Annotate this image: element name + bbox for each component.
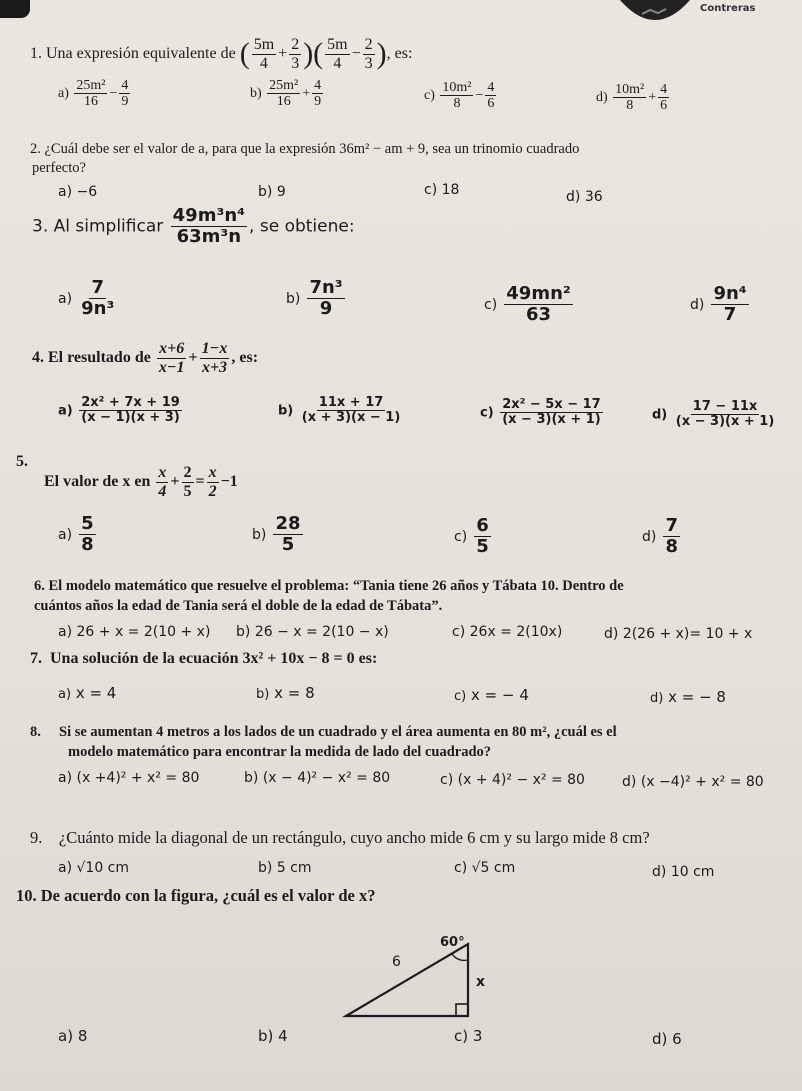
option-3b[interactable]: b) $\frac{\text{7n³}}{9}$	[286, 277, 343, 319]
option-7a[interactable]: a) x = 4	[58, 684, 117, 702]
question-text: Una solución de la ecuación 3x² + 10x − 8 = 0 es:	[50, 650, 378, 667]
hypotenuse-label: 6	[392, 954, 401, 970]
option-6a[interactable]: a) 26 + x = 2(10 + x)	[58, 624, 211, 640]
option-6c[interactable]: c) 26x = 2(10x)	[452, 624, 563, 640]
header-logo	[620, 0, 690, 26]
question-7	[30, 650, 377, 668]
right-angle-mark	[456, 1004, 468, 1016]
option-4d[interactable]: d) $\frac{17 - 11x}{(x - 3)(x + 1)}$	[652, 399, 775, 430]
question-text-cont: perfecto?	[32, 160, 86, 176]
header-name: Contreras	[700, 3, 756, 14]
question-number: 4.	[32, 348, 44, 366]
option-8a[interactable]: a) (x +4)² + x² = 80	[58, 770, 200, 786]
option-4c[interactable]: c) $\frac{\text{2x² − 5x − 17}}{(x - 3)(x + 1)}$	[480, 397, 601, 428]
question-text: El valor de x en	[44, 472, 151, 490]
question-1: 1. Una expresión equivalente de ( $\frac{5m}{4}$ + $\frac{2}{3}$ )( $\frac{5m}{4}$ − $\frac{2}{3}$ ), es:	[30, 36, 413, 72]
option-1d[interactable]: d) $\frac{\text{10m²}}{8}$ + $\frac{4}{6}$	[596, 82, 668, 114]
question-number: 3.	[32, 216, 49, 237]
question-number: 2.	[30, 141, 41, 157]
page-corner-mark	[0, 0, 30, 18]
question-number: 7.	[30, 650, 42, 667]
question-9	[30, 828, 650, 848]
option-8d[interactable]: d) (x −4)² + x² = 80	[622, 774, 764, 790]
option-5a[interactable]: a) $\frac{5}{8}$	[58, 513, 94, 555]
option-5d[interactable]: d) $\frac{7}{8}$	[642, 515, 678, 557]
option-9b[interactable]: b) 5 cm	[258, 860, 312, 876]
question-text: De acuerdo con la figura, ¿cuál es el valor de x?	[40, 886, 376, 905]
question-3: 3. Al simplificar $\frac{\text{49m³n⁴}}{\text{63m³n}}$ , se obtiene:	[32, 205, 355, 247]
option-2b[interactable]: b) 9	[258, 184, 286, 200]
option-1c[interactable]: c) $\frac{\text{10m²}}{8}$ − $\frac{4}{6}$	[424, 80, 495, 112]
question-number: 9.	[30, 828, 43, 847]
option-2a[interactable]: a) −6	[58, 184, 98, 200]
side-x-label: x	[476, 974, 486, 990]
option-10b[interactable]: b) 4	[258, 1027, 288, 1045]
question-6	[34, 576, 624, 616]
option-10c[interactable]: c) 3	[454, 1027, 483, 1045]
question-4: 4. El resultado de $\frac{x+6}{x-1}$ + $\frac{1-x}{x+3}$ , es:	[32, 340, 259, 376]
triangle-figure	[340, 924, 500, 1024]
question-text: El resultado de	[48, 348, 151, 366]
question-2	[30, 140, 579, 178]
question-text-cont: cuántos años la edad de Tania será el doble de la edad de Tábata”.	[34, 598, 443, 614]
option-2d[interactable]: d) 36	[566, 189, 603, 205]
question-number: 8.	[30, 724, 41, 740]
question-text: ¿Cuánto mide la diagonal de un rectángulo, cuyo ancho mide 6 cm y su largo mide 8 cm?	[58, 828, 650, 847]
option-3a[interactable]: a) $\frac{7}{\text{9n³}}$	[58, 277, 115, 319]
question-8	[30, 722, 617, 762]
question-5-number: 5.	[16, 453, 28, 470]
question-text: Al simplificar	[53, 216, 164, 237]
option-4b[interactable]: b) $\frac{11x + 17}{(x + 3)(x - 1)}$	[278, 395, 401, 426]
option-5c[interactable]: c) $\frac{6}{5}$	[454, 515, 489, 557]
option-8c[interactable]: c) (x + 4)² − x² = 80	[440, 772, 585, 788]
right-triangle	[346, 944, 468, 1016]
question-text-cont: modelo matemático para encontrar la medida de lado del cuadrado?	[68, 744, 492, 760]
option-7d[interactable]: d) x = − 8	[650, 688, 726, 706]
question-text: El modelo matemático que resuelve el problema: “Tania tiene 26 años y Tábata 10. Dentro de	[48, 578, 624, 594]
option-3c[interactable]: c) $\frac{\text{49mn²}}{63}$	[484, 283, 571, 325]
option-9a[interactable]: a) √10 cm	[58, 860, 130, 876]
question-text: Una expresión equivalente de	[46, 44, 236, 62]
option-1a[interactable]: a) $\frac{\text{25m²}}{16}$ − $\frac{4}{9}$	[58, 78, 129, 110]
option-8b[interactable]: b) (x − 4)² − x² = 80	[244, 770, 391, 786]
angle-label: 60°	[440, 935, 465, 950]
option-7c[interactable]: c) x = − 4	[454, 686, 529, 704]
question-10	[16, 886, 375, 906]
option-6d[interactable]: d) 2(26 + x)= 10 + x	[604, 626, 753, 642]
option-1b[interactable]: b) $\frac{\text{25m²}}{16}$ + $\frac{4}{9}$	[250, 78, 322, 110]
option-4a[interactable]: a) $\frac{\text{2x² + 7x + 19}}{(x - 1)(x + 3)}$	[58, 395, 180, 426]
question-text: ¿Cuál debe ser el valor de a, para que la expresión 36m² − am + 9, sea un trinomio cuadrado	[44, 141, 580, 157]
option-2c[interactable]: c) 18	[424, 182, 460, 198]
angle-arc	[452, 954, 468, 960]
option-9c[interactable]: c) √5 cm	[454, 860, 516, 876]
question-text: Si se aumentan 4 metros a los lados de un cuadrado y el área aumenta en 80 m², ¿cuál es el	[59, 724, 617, 740]
option-10a[interactable]: a) 8	[58, 1027, 88, 1045]
option-3d[interactable]: d) $\frac{\text{9n⁴}}{7}$	[690, 283, 747, 325]
option-9d[interactable]: d) 10 cm	[652, 864, 715, 880]
option-7b[interactable]: b) x = 8	[256, 684, 315, 702]
question-number: 10.	[16, 886, 37, 905]
question-number: 6.	[34, 578, 45, 594]
question-5: El valor de x en $\frac{x}{4}$ + $\frac{2}{5}$ = $\frac{x}{2}$ −1	[44, 464, 238, 500]
option-6b[interactable]: b) 26 − x = 2(10 − x)	[236, 624, 389, 640]
option-5b[interactable]: b) $\frac{28}{5}$	[252, 513, 301, 555]
option-10d[interactable]: d) 6	[652, 1030, 682, 1048]
question-number: 1.	[30, 44, 42, 62]
